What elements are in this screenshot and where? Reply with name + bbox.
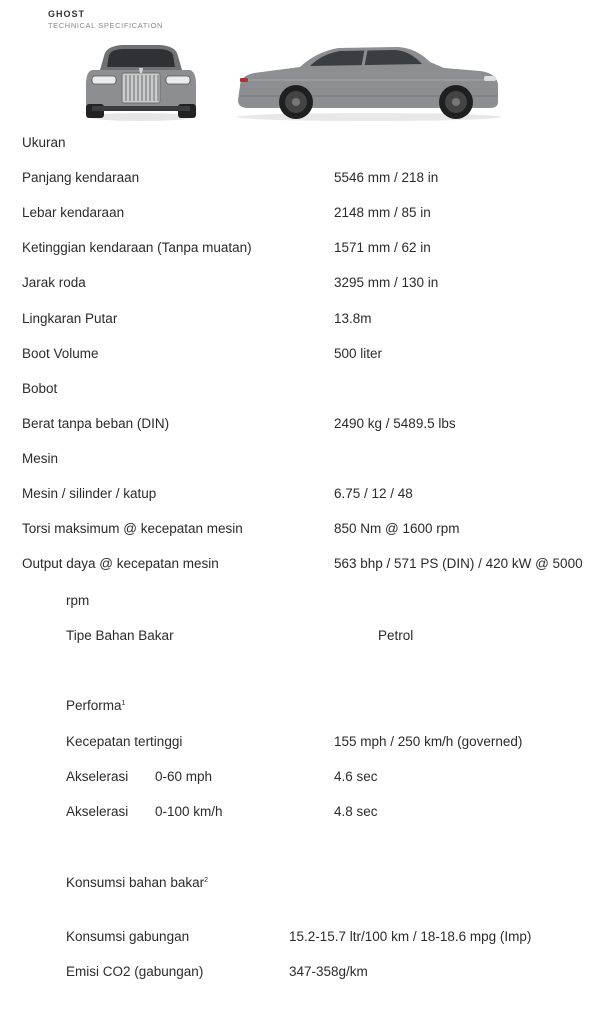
car-side-view: [230, 40, 508, 122]
section-heading-mesin: Mesin: [22, 451, 59, 466]
spec-value-akselerasi-kmh: 4.8 sec: [334, 804, 378, 819]
spec-label-berat: Berat tanpa beban (DIN): [22, 416, 170, 431]
spec-value-akselerasi-mph: 4.6 sec: [334, 769, 378, 784]
footnote-marker-1: 1: [121, 700, 126, 707]
car-front-view: [82, 40, 200, 122]
spec-label-output: Output daya @ kecepatan mesin: [22, 556, 219, 571]
spec-subtitle: TECHNICAL SPECIFICATION: [48, 21, 164, 30]
spec-label-boot: Boot Volume: [22, 346, 99, 361]
spec-label-tinggi: Ketinggian kendaraan (Tanpa muatan): [22, 240, 252, 255]
spec-value-torsi: 850 Nm @ 1600 rpm: [334, 521, 460, 536]
spec-sublabel-akselerasi-kmh: 0-100 km/h: [155, 804, 223, 819]
spec-value-konsumsi-gabungan: 15.2-15.7 ltr/100 km / 18-18.6 mpg (Imp): [289, 929, 532, 944]
spec-value-lingkaran: 13.8m: [334, 311, 372, 326]
spec-value-tinggi: 1571 mm / 62 in: [334, 240, 431, 255]
section-heading-ukuran: Ukuran: [22, 135, 66, 150]
spec-label-lingkaran: Lingkaran Putar: [22, 311, 118, 326]
spec-value-silinder: 6.75 / 12 / 48: [334, 486, 413, 501]
spec-value-panjang: 5546 mm / 218 in: [334, 170, 439, 185]
spec-label-lebar: Lebar kendaraan: [22, 205, 125, 220]
spec-value-berat: 2490 kg / 5489.5 lbs: [334, 416, 456, 431]
brand-header: [48, 9, 163, 30]
spec-label-silinder: Mesin / silinder / katup: [22, 486, 157, 501]
spec-value-kecepatan: 155 mph / 250 km/h (governed): [334, 734, 523, 749]
spec-value-jarak-roda: 3295 mm / 130 in: [334, 275, 439, 290]
spec-label-akselerasi-kmh: Akselerasi: [66, 804, 129, 819]
spec-label-akselerasi-mph: Akselerasi: [66, 769, 129, 784]
spec-value-boot: 500 liter: [334, 346, 383, 361]
spec-label-emisi: Emisi CO2 (gabungan): [66, 964, 204, 979]
spec-label-jarak-roda: Jarak roda: [22, 275, 86, 290]
spec-value-bahan-bakar: Petrol: [378, 628, 414, 643]
performa-heading-text: Performa: [66, 698, 122, 713]
konsumsi-heading-text: Konsumsi bahan bakar: [66, 875, 205, 890]
spec-value-output-continued: rpm: [66, 593, 90, 608]
model-title: GHOST: [48, 9, 86, 19]
spec-label-konsumsi-gabungan: Konsumsi gabungan: [66, 929, 190, 944]
footnote-marker-2: 2: [204, 877, 208, 884]
spec-label-kecepatan: Kecepatan tertinggi: [66, 734, 183, 749]
spec-value-output: 563 bhp / 571 PS (DIN) / 420 kW @ 5000: [334, 556, 583, 571]
spec-value-emisi: 347-358g/km: [289, 964, 368, 979]
section-heading-bobot: Bobot: [22, 381, 58, 396]
spec-label-panjang: Panjang kendaraan: [22, 170, 140, 185]
spec-sublabel-akselerasi-mph: 0-60 mph: [155, 769, 213, 784]
section-heading-performa: [66, 698, 125, 714]
section-heading-konsumsi: [66, 875, 208, 891]
spec-label-bahan-bakar: Tipe Bahan Bakar: [66, 628, 174, 643]
spec-value-lebar: 2148 mm / 85 in: [334, 205, 431, 220]
spec-label-torsi: Torsi maksimum @ kecepatan mesin: [22, 521, 243, 536]
